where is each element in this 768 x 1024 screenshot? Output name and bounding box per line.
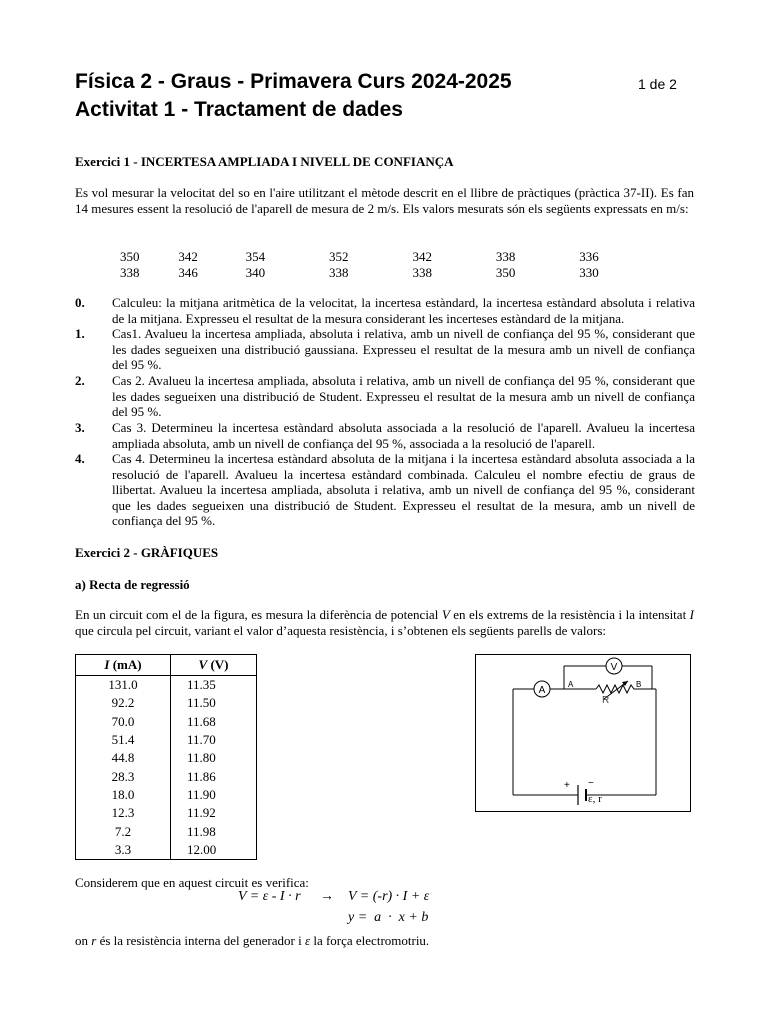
measurement-value: 338 (495, 249, 516, 264)
measurement-value: 338 (412, 264, 432, 280)
current-cell: 18.0 (76, 786, 171, 804)
header-var: I (104, 657, 110, 672)
measurement-row-2 (120, 265, 660, 281)
intro-text: en els extrems de la resistència i la intensitat (449, 607, 690, 622)
equation-1-right: V = (-r) · I + ε (348, 889, 430, 904)
header-unit: (mA) (109, 657, 142, 672)
battery-plus-label: + (564, 780, 570, 791)
current-cell: 12.3 (76, 804, 171, 822)
task-number: 1. (75, 326, 85, 341)
table-row (76, 694, 257, 712)
header-unit: (V) (207, 657, 229, 672)
exercise-1-intro: Es vol mesurar la velocitat del so en l'aire utilitzant el mètode descrit en el llibre de pràctiques (pràctica 37-II). Es fan 14 mesures essent la resolució de l'aparell de mesura de 2 m/s. Els valors mesurats són els següents expressats en m/s: (75, 185, 694, 216)
task-number: 4. (75, 451, 85, 466)
measurement-value: 350 (120, 249, 140, 264)
header-var: V (198, 657, 208, 672)
voltage-cell: 11.80 (187, 750, 216, 766)
measurement-row-1 (120, 249, 660, 265)
symbol-epsilon: ε (304, 933, 311, 948)
table-row (76, 804, 257, 822)
measurement-value: 350 (495, 264, 516, 280)
consider-text: Considerem que en aquest circuit es verifica: (75, 875, 309, 890)
voltmeter-label: V (610, 662, 618, 673)
equation-1-left: V = ε - I · r (238, 889, 301, 904)
task-0 (75, 295, 695, 326)
table-header-row (76, 655, 257, 676)
intro-text: En un circuit com el de la figura, es mesura la diferència de potencial (75, 607, 442, 622)
exercise-2-heading: Exercici 2 - GRÀFIQUES (75, 545, 219, 560)
task-3 (75, 420, 695, 451)
voltage-cell: 11.92 (187, 805, 216, 821)
task-text: Cas 4. Determineu la incertesa estàndard absoluta de la mitjana i la incertesa estàndard absoluta associada a la resolució de l'aparell. Avalueu la incertesa estàndard combinada. Calculeu el nombre efectiu de graus de llibertat. Avalueu la incertesa ampliada, absoluta i relativa, amb un nivell de confiança del 95 %, considerant que les dades segueixen una distribució de Student. Expresseu el resultat de la mesura, amb un nivell de confiança del 95 %. (112, 451, 695, 529)
document-title: Física 2 - Graus - Primavera Curs 2024-2025 (75, 70, 512, 93)
footer-text (75, 933, 429, 949)
circuit-figure (475, 654, 691, 812)
table-row (76, 841, 257, 860)
current-cell: 28.3 (76, 767, 171, 785)
measurement-value: 340 (245, 264, 266, 280)
current-cell: 70.0 (76, 713, 171, 731)
page-number: 1 de 2 (638, 76, 677, 92)
task-number: 0. (75, 295, 85, 310)
circuit-diagram (476, 655, 690, 811)
activity-title: Activitat 1 - Tractament de dades (75, 98, 403, 121)
footer-part: on (75, 933, 92, 948)
voltage-cell: 11.35 (187, 677, 216, 693)
task-text: Cas1. Avalueu la incertesa ampliada, absoluta i relativa, amb un nivell de confiança del 95 %, considerant que les dades segueixen una distribució gaussiana. Expresseu el resultat de la mesura amb un nivell de confiança del 95 %. (112, 326, 695, 373)
measurement-value: 346 (178, 264, 198, 280)
symbol-v: V (441, 607, 450, 622)
exercise-2-subheading: a) Recta de regressió (75, 577, 190, 592)
footer-part: és la resistència interna del generador i (96, 933, 305, 948)
voltage-cell: 11.98 (187, 823, 216, 839)
task-4 (75, 451, 695, 529)
table-row (76, 676, 257, 695)
exercise-2-intro (75, 607, 694, 638)
task-number: 2. (75, 373, 85, 388)
intro-text: que circula pel circuit, variant el valor d’aquesta resistència, i s’obtenen els següents parells de valors: (75, 622, 606, 638)
voltage-cell: 11.70 (187, 732, 216, 748)
equation-2: y = a · x + b (348, 910, 429, 925)
exercise-1-heading: Exercici 1 - INCERTESA AMPLIADA I NIVELL DE CONFIANÇA (75, 154, 454, 169)
table-row (76, 749, 257, 767)
table-row (76, 822, 257, 840)
measurement-value: 354 (245, 249, 266, 264)
current-cell: 51.4 (76, 731, 171, 749)
resistor-label: R (602, 695, 610, 706)
footer-part: la força electromotriu. (310, 933, 430, 948)
voltage-cell: 11.50 (187, 695, 216, 711)
task-number: 3. (75, 420, 85, 435)
column-header-voltage (171, 655, 257, 676)
current-cell: 92.2 (76, 694, 171, 712)
voltage-cell: 11.68 (187, 713, 216, 729)
node-b-label: B (636, 680, 642, 689)
task-text: Cas 3. Determineu la incertesa estàndard absoluta associada a la resolució de l'aparell. Avalueu la incertesa ampliada absoluta, amb un nivell de confiança del 95 %, associada a la resolució de l'aparell. (112, 420, 695, 451)
current-cell: 7.2 (76, 822, 171, 840)
data-table (75, 654, 257, 860)
resistor-symbol (596, 685, 636, 693)
current-cell: 44.8 (76, 749, 171, 767)
task-2 (75, 373, 695, 420)
task-text: Calculeu: la mitjana aritmètica de la velocitat, la incertesa estàndard, la incertesa estàndard absoluta i relativa de la mitjana. Expresseu el resultat de la mesura considerant les incerteses estàndard de la mitjana. (112, 295, 695, 326)
current-cell: 3.3 (76, 841, 171, 860)
measurement-value: 338 (120, 264, 140, 280)
table-row (76, 713, 257, 731)
measurement-value: 352 (329, 249, 349, 264)
measurement-value: 338 (329, 264, 349, 280)
equation-arrow: → (320, 889, 334, 904)
source-label: ε, r (588, 793, 602, 805)
voltage-cell: 12.00 (187, 841, 217, 857)
measurement-value: 336 (579, 249, 599, 264)
symbol-r: r (91, 933, 97, 948)
column-header-current (76, 655, 171, 676)
ammeter-label: A (538, 685, 546, 696)
symbol-i: I (689, 607, 695, 622)
current-cell: 131.0 (76, 676, 171, 695)
measurement-value: 342 (178, 249, 198, 264)
voltage-cell: 11.86 (187, 768, 216, 784)
battery-minus-label: − (588, 778, 594, 789)
table-row (76, 767, 257, 785)
table-row (76, 731, 257, 749)
measurement-value: 330 (579, 264, 599, 280)
node-a-label: A (568, 680, 574, 689)
task-1 (75, 326, 695, 373)
measurement-values (120, 249, 660, 280)
measurement-value: 342 (412, 249, 432, 264)
task-text: Cas 2. Avalueu la incertesa ampliada, absoluta i relativa, amb un nivell de confiança del 95 %, considerant que les dades segueixen una distribució de Student. Expresseu el resultat de la mesura amb un nivell de confiança del 95 %. (112, 373, 695, 420)
table-row (76, 786, 257, 804)
voltage-cell: 11.90 (187, 786, 216, 802)
